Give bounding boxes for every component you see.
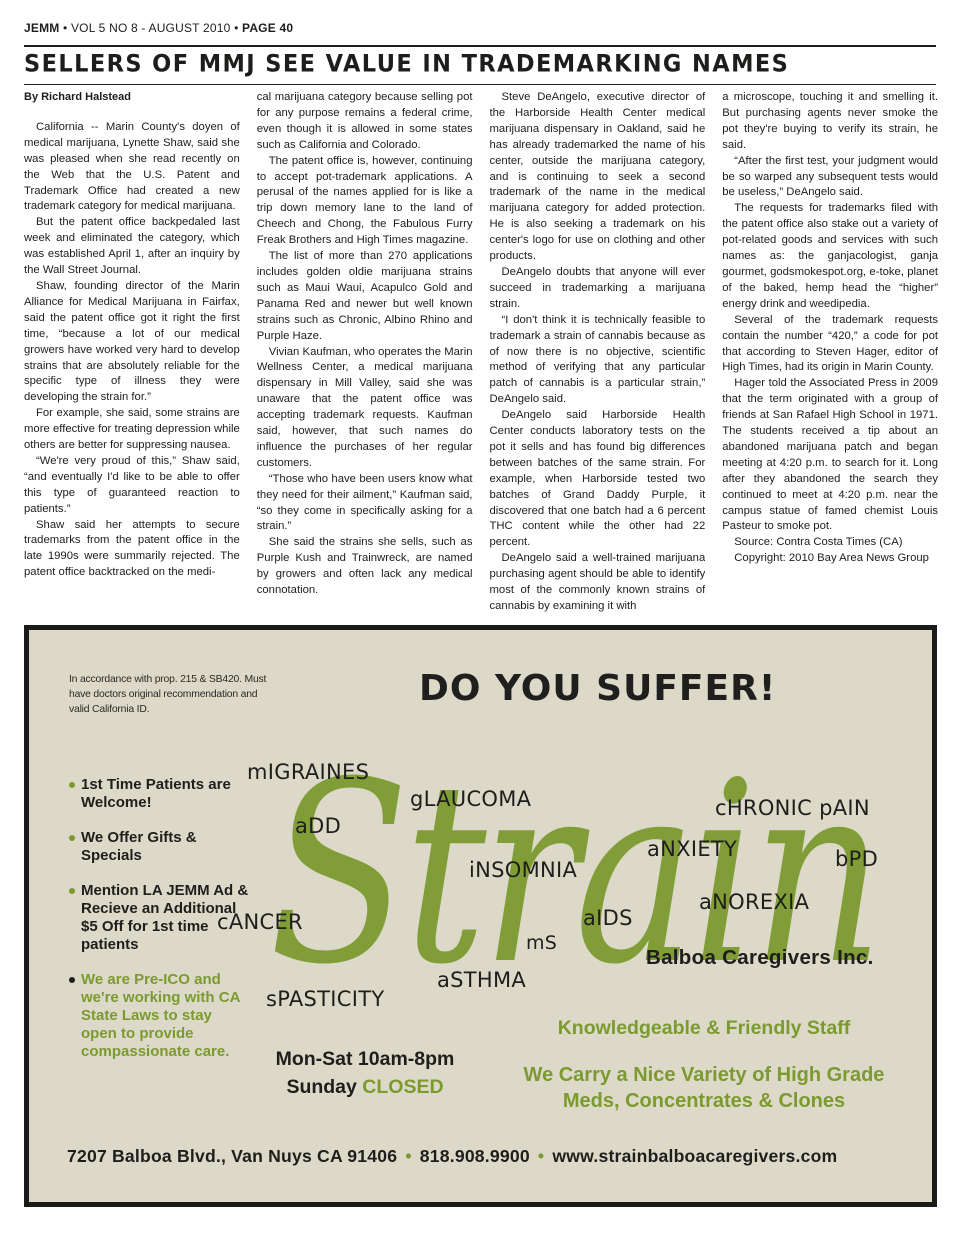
bullet-separator: • — [63, 21, 71, 35]
paragraph: “I don't think it is technically feasible to trademark a strain of cannabis because as of now there is no objective, scientific method of verifying that any particular patch of cannabis is a particular strain,” DeAngelo said. — [489, 313, 706, 406]
variety-tagline — [489, 1062, 919, 1114]
byline: By Richard Halstead — [24, 91, 131, 103]
paragraph: DeAngelo said Harborside Health Center conducts laboratory tests on the pot it sells and has found big differences between batches of the same strain. For example, when Harborside tested two batches of Grand Daddy Purple, it discovered that one batch had a 6 percent THC content while the other had 22 percent. — [489, 409, 706, 549]
phone-number[interactable]: 818.908.9900 — [419, 1146, 530, 1166]
condition-chronic-pain: cHRONIC pAIN — [715, 796, 870, 820]
bullet-dot — [69, 888, 75, 894]
ad-title: DO YOU SUFFER! — [419, 668, 777, 709]
list-item-text: 1st Time Patients are Welcome! — [81, 776, 231, 811]
paragraph: For example, she said, some strains are more effective for treating depression while others are better for suppressing nausea. — [24, 407, 240, 452]
paragraph: Source: Contra Costa Times (CA) — [734, 536, 903, 549]
condition-asthma: aSTHMA — [437, 968, 527, 992]
condition-spasticity: sPASTICITY — [266, 987, 385, 1011]
hours-sunday-status: CLOSED — [362, 1076, 444, 1098]
legal-notice: In accordance with prop. 215 & SB420. Must have doctors original recommendation and valid California ID. — [69, 674, 267, 715]
paragraph: Shaw said her attempts to secure trademarks from the patent office in the late 1990s were summarily rejected. The patent office backtracked on the medi- — [24, 518, 240, 579]
paragraph: Copyright: 2010 Bay Area News Group — [734, 552, 929, 565]
variety-line-2: Meds, Concentrates & Clones — [562, 1090, 846, 1112]
condition-anxiety: aNXIETY — [647, 837, 738, 861]
paragraph: Several of the trademark requests contain the number “420,” a code for pot that according to Steven Hager, editor of High Times, had its origin in Marin County. — [722, 313, 938, 374]
list-item — [69, 882, 249, 954]
paragraph: DeAngelo doubts that anyone will ever succeed in trademarking a marijuana strain. — [489, 265, 706, 310]
list-item — [69, 829, 249, 865]
condition-cancer: cANCER — [217, 910, 303, 934]
paragraph: “Those who have been users know what they need for their ailment,” Kaufman said, “so they come in specifically asking for a strain.” — [256, 472, 473, 533]
paragraph: The patent office is, however, continuing to accept pot-trademark applications. A perusal of the names applied for is like a trip down memory lane to the land of Cheech and Chong, the Fabulous Furry Freak Brothers and High Times magazine. — [256, 154, 473, 247]
website-link[interactable]: www.strainbalboacaregivers.com — [552, 1146, 838, 1166]
bullet-separator: • — [234, 21, 242, 35]
article-column-2 — [257, 90, 473, 614]
condition-migraines: mIGRAINES — [247, 760, 370, 784]
publication-name: JEMM — [24, 21, 60, 35]
paragraph: But the patent office backpedaled last week and eliminated the category, which was established April 1, after an inquiry by the Wall Street Journal. — [24, 216, 240, 277]
company-name: Balboa Caregivers Inc. — [646, 946, 874, 969]
list-item-text: Mention LA JEMM Ad & Recieve an Additional $5 Off for 1st time patients — [81, 882, 249, 953]
list-item-text: We Offer Gifts & Specials — [81, 829, 197, 864]
bullet-dot — [69, 977, 75, 983]
list-item — [69, 776, 249, 812]
variety-line-1: We Carry a Nice Variety of High Grade — [523, 1064, 885, 1086]
condition-glaucoma: gLAUCOMA — [410, 787, 532, 811]
condition-anorexia: aNOREXIA — [699, 890, 810, 914]
article-column-3 — [490, 90, 706, 614]
headline-rule — [24, 84, 936, 85]
hours-weekdays: Mon-Sat 10am-8pm — [275, 1048, 455, 1070]
condition-ms: mS — [526, 932, 558, 954]
staff-tagline: Knowledgeable & Friendly Staff — [557, 1017, 851, 1039]
paragraph: She said the strains she sells, such as Purple Kush and Trainwreck, are named by growers and often lack any medical connotation. — [256, 536, 473, 597]
article-column-1 — [24, 90, 240, 614]
hours-sunday — [255, 1073, 475, 1101]
feature-list — [69, 776, 249, 1078]
article-column-4 — [722, 90, 938, 614]
page-number: PAGE 40 — [242, 21, 294, 35]
bullet-dot — [69, 835, 75, 841]
condition-aids: aIDS — [583, 906, 633, 930]
header-rule — [24, 45, 936, 47]
article-headline: SELLERS OF MMJ SEE VALUE IN TRADEMARKING NAMES — [24, 50, 790, 78]
issue-info: VOL 5 NO 8 - AUGUST 2010 — [70, 21, 231, 35]
condition-add: aDD — [295, 814, 342, 838]
business-hours — [255, 1045, 475, 1101]
paragraph: The requests for trademarks filed with the patent office also stake out a variety of pot-related goods and services with such names as: the ganjacologist, ganja gourmet, godsmokespot.org, e-toke, planet of the baked, hemp head the “higher” energy drink and weedipedia. — [722, 202, 938, 310]
separator-dot: • — [537, 1146, 545, 1166]
article-body — [24, 90, 938, 614]
advertisement — [24, 625, 937, 1207]
condition-bpd: bPD — [835, 847, 879, 871]
street-address: 7207 Balboa Blvd., Van Nuys CA 91406 — [67, 1146, 398, 1166]
paragraph: Vivian Kaufman, who operates the Marin Wellness Center, a medical marijuana dispensary in Mill Valley, said she was unaware that the patent office was accepting trademark requests. Kaufman said, however, that such names do influence the purchases of her regular customers. — [256, 345, 473, 469]
paragraph: cal marijuana category because selling pot for any purpose remains a federal crime, even though it is allowed in some states such as California and Colorado. — [256, 91, 473, 151]
condition-insomnia: iNSOMNIA — [469, 858, 578, 882]
paragraph: The list of more than 270 applications includes golden oldie marijuana strains such as Maui Waui, Acapulco Gold and Panama Red and newer but well known strains such as Chronic, Albino Rhino and Purple Haze. — [256, 250, 473, 342]
paragraph: “We're very proud of this,” Shaw said, “and eventually I'd like to be able to offer this type of guaranteed reaction to patients.” — [24, 454, 240, 515]
paragraph: Shaw, founding director of the Marin Alliance for Medical Marijuana in Fairfax, said the patent office got it right the first time, “because a lot of our medical growers have worked very hard to develop strains that are absolutely reliable for the specific type of illness they were developing the strain for.” — [24, 279, 240, 404]
list-item — [69, 971, 249, 1061]
hours-sunday-label: Sunday — [286, 1076, 357, 1098]
paragraph: DeAngelo said a well-trained marijuana purchasing agent should be able to identify most of the commonly known strains of cannabis by examining it with — [489, 552, 706, 612]
paragraph: Steve DeAngelo, executive director of the Harborside Health Center medical marijuana dispensary in Oakland, said he has already trademarked the name of his center, outside the marijuana category, and is continuing to seek a second trademark of the name in the medical marijuana category for added protection. He is also seeking a trademark on his center's logo for use on clothing and other products. — [489, 91, 706, 263]
contact-line — [67, 1146, 837, 1167]
bullet-dot — [69, 782, 75, 788]
paragraph: California -- Marin County's doyen of medical marijuana, Lynette Shaw, said she was pleased when she read recently on the Web that the U.S. Patent and Trademark Office had created a new trademark category for medical marijuana. — [24, 120, 240, 213]
page-folio — [24, 21, 293, 35]
paragraph: “After the first test, your judgment would be so warped any subsequent tests would be useless,” DeAngelo said. — [722, 154, 938, 199]
strain-logo-text: Strain — [269, 728, 879, 995]
paragraph: Hager told the Associated Press in 2009 that the term originated with a group of friends at San Rafael High School in 1971. The students received a tip about an abandoned marijuana patch and began meeting at 4:20 p.m. to search for it. Long after they abandoned the search they continued to meet at 4:20 p.m. near the campus statue of famed chemist Louis Pasteur to smoke pot. — [722, 377, 938, 533]
separator-dot: • — [405, 1146, 412, 1166]
list-item-text: We are Pre-ICO and we're working with CA State Laws to stay open to provide compassionate care. — [81, 971, 240, 1060]
paragraph: a microscope, touching it and smelling it. But purchasing agents never smoke the pot they're buying to verify its strain, he said. — [722, 91, 938, 151]
